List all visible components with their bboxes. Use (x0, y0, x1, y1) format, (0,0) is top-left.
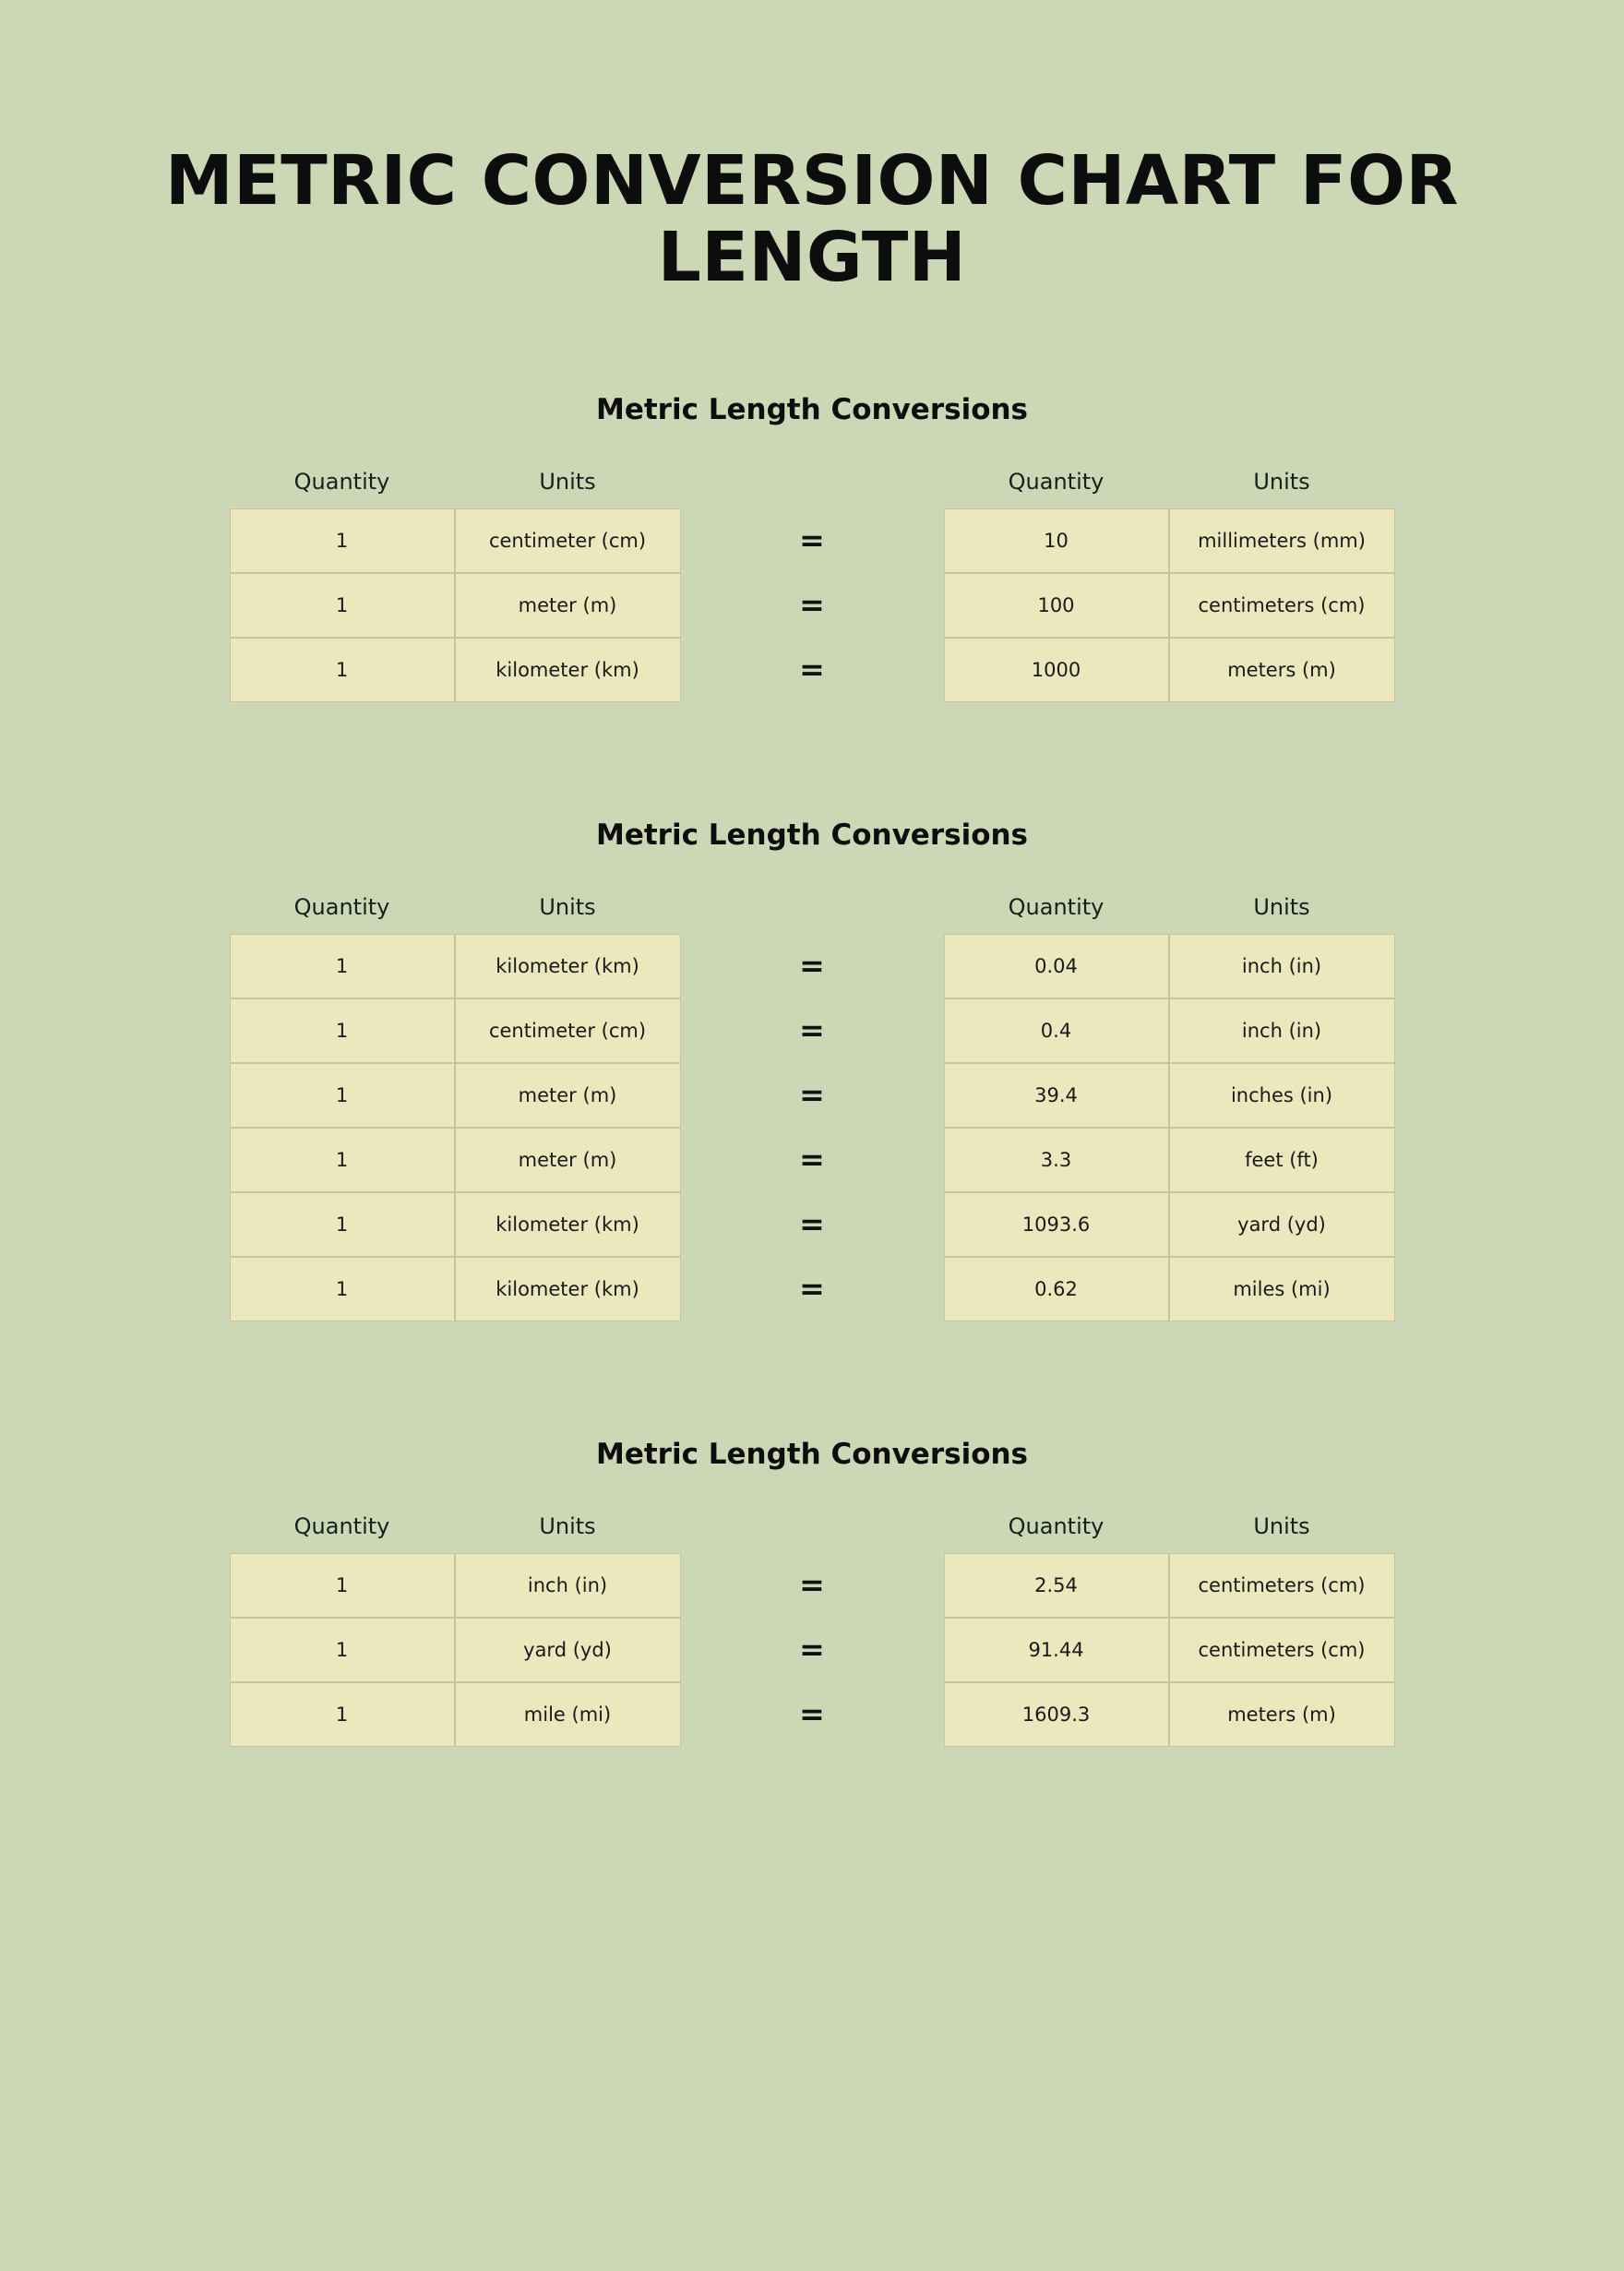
table-row (230, 573, 1395, 638)
right-unit: yard (yd) (1169, 1192, 1395, 1257)
table-row (230, 1192, 1395, 1257)
left-unit: centimeter (cm) (455, 998, 681, 1063)
table-row (230, 1682, 1395, 1747)
left-unit: meter (m) (455, 1063, 681, 1128)
right-unit: centimeters (cm) (1169, 1618, 1395, 1682)
header-quantity-left: Quantity (293, 468, 390, 495)
left-quantity: 1 (230, 1257, 455, 1321)
right-quantity: 10 (944, 508, 1169, 573)
right-quantity: 0.4 (944, 998, 1169, 1063)
right-unit: inch (in) (1169, 934, 1395, 998)
right-unit: centimeters (cm) (1169, 573, 1395, 638)
equals-symbol: = (799, 1205, 825, 1242)
left-unit: meter (m) (455, 573, 681, 638)
section-3 (0, 1438, 1624, 1747)
left-unit: inch (in) (455, 1553, 681, 1618)
right-unit: meters (m) (1169, 1682, 1395, 1747)
right-quantity: 2.54 (944, 1553, 1169, 1618)
table-row (230, 998, 1395, 1063)
equals-symbol: = (799, 1011, 825, 1048)
right-quantity: 100 (944, 573, 1169, 638)
section-3-title: Metric Length Conversions (595, 1437, 1029, 1471)
header-quantity-left: Quantity (293, 893, 390, 920)
right-quantity: 91.44 (944, 1618, 1169, 1682)
left-unit: yard (yd) (455, 1618, 681, 1682)
table-row (230, 934, 1395, 998)
right-unit: meters (m) (1169, 638, 1395, 702)
header-quantity-right: Quantity (1008, 893, 1105, 920)
section-1 (0, 393, 1624, 702)
header-units-right: Units (1253, 468, 1310, 495)
header-units-right: Units (1253, 1512, 1310, 1539)
right-unit: millimeters (mm) (1169, 508, 1395, 573)
left-quantity: 1 (230, 1682, 455, 1747)
right-quantity: 39.4 (944, 1063, 1169, 1128)
left-quantity: 1 (230, 1192, 455, 1257)
equals-symbol: = (799, 521, 825, 558)
left-quantity: 1 (230, 1553, 455, 1618)
header-quantity-right: Quantity (1008, 1512, 1105, 1539)
section-2 (0, 819, 1624, 1321)
left-quantity: 1 (230, 573, 455, 638)
left-quantity: 1 (230, 934, 455, 998)
section-1-column-headers (0, 469, 1624, 495)
section-1-table (0, 469, 1624, 702)
left-quantity: 1 (230, 638, 455, 702)
right-quantity: 0.62 (944, 1257, 1169, 1321)
right-quantity: 1093.6 (944, 1192, 1169, 1257)
header-units-left: Units (539, 893, 596, 920)
right-quantity: 0.04 (944, 934, 1169, 998)
left-quantity: 1 (230, 1128, 455, 1192)
header-quantity-right: Quantity (1008, 468, 1105, 495)
table-row (230, 1257, 1395, 1321)
right-unit: inches (in) (1169, 1063, 1395, 1128)
left-quantity: 1 (230, 1063, 455, 1128)
table-row (230, 1063, 1395, 1128)
equals-symbol: = (799, 1076, 825, 1113)
table-row (230, 1618, 1395, 1682)
header-units-left: Units (539, 468, 596, 495)
header-quantity-left: Quantity (293, 1512, 390, 1539)
header-units-right: Units (1253, 893, 1310, 920)
left-unit: centimeter (cm) (455, 508, 681, 573)
equals-symbol: = (799, 1566, 825, 1603)
left-unit: kilometer (km) (455, 934, 681, 998)
section-2-rows (0, 934, 1624, 1321)
right-unit: inch (in) (1169, 998, 1395, 1063)
equals-symbol: = (799, 586, 825, 623)
section-2-column-headers (0, 894, 1624, 920)
equals-symbol: = (799, 651, 825, 687)
section-3-rows (0, 1553, 1624, 1747)
left-quantity: 1 (230, 998, 455, 1063)
right-quantity: 3.3 (944, 1128, 1169, 1192)
right-unit: miles (mi) (1169, 1257, 1395, 1321)
equals-symbol: = (799, 947, 825, 984)
left-unit: kilometer (km) (455, 1257, 681, 1321)
table-row (230, 638, 1395, 702)
page-title: METRIC CONVERSION CHART FOR LENGTH (165, 141, 1459, 297)
equals-symbol: = (799, 1631, 825, 1667)
section-2-title: Metric Length Conversions (595, 818, 1029, 852)
right-quantity: 1609.3 (944, 1682, 1169, 1747)
section-3-table (0, 1513, 1624, 1747)
left-quantity: 1 (230, 508, 455, 573)
table-row (230, 1553, 1395, 1618)
header-units-left: Units (539, 1512, 596, 1539)
section-1-rows (0, 508, 1624, 702)
table-row (230, 1128, 1395, 1192)
left-unit: mile (mi) (455, 1682, 681, 1747)
table-row (230, 508, 1395, 573)
right-quantity: 1000 (944, 638, 1169, 702)
left-unit: meter (m) (455, 1128, 681, 1192)
section-2-table (0, 894, 1624, 1321)
right-unit: feet (ft) (1169, 1128, 1395, 1192)
equals-symbol: = (799, 1141, 825, 1177)
equals-symbol: = (799, 1270, 825, 1307)
left-quantity: 1 (230, 1618, 455, 1682)
section-3-column-headers (0, 1513, 1624, 1539)
section-1-title: Metric Length Conversions (595, 392, 1029, 426)
right-unit: centimeters (cm) (1169, 1553, 1395, 1618)
left-unit: kilometer (km) (455, 638, 681, 702)
left-unit: kilometer (km) (455, 1192, 681, 1257)
equals-symbol: = (799, 1695, 825, 1732)
